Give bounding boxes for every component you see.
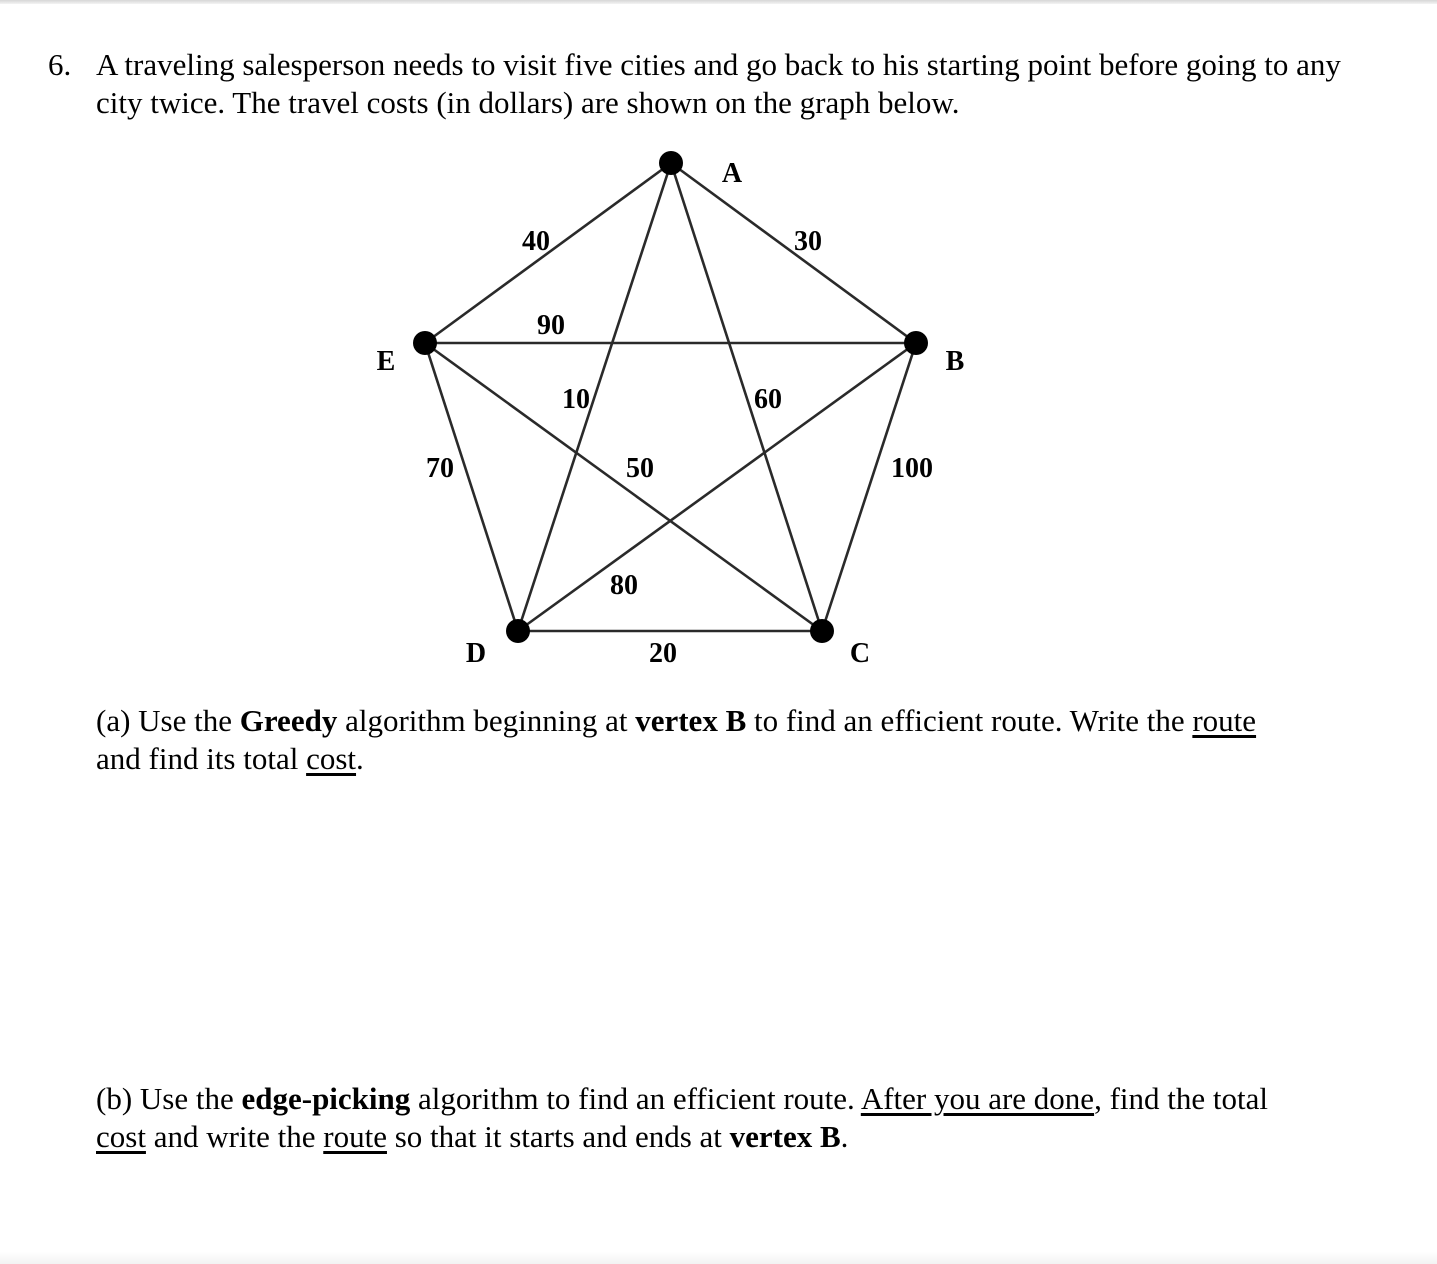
vertex-b — [904, 331, 928, 355]
edge-cost-b-c: 100 — [891, 453, 933, 484]
edge-cost-e-d: 70 — [426, 453, 454, 484]
question-text: A traveling salesperson needs to visit five cities and go back to his starting point before going to any city twice. The travel costs (in dollars) are shown on the graph below. — [96, 47, 1341, 120]
edge-cost-e-c: 50 — [626, 453, 654, 484]
edge-cost-d-c: 20 — [649, 638, 677, 669]
edge-e-d — [425, 343, 518, 631]
edge-cost-a-b: 30 — [794, 226, 822, 257]
vertex-label-d: D — [465, 638, 487, 669]
graph-vertex-labels — [377, 158, 965, 669]
part-a-text-3: to find an efficient route. Write the — [746, 703, 1193, 738]
edge-cost-a-d: 10 — [562, 384, 590, 415]
part-b-text-4: and write the — [145, 1119, 324, 1154]
edge-cost-b-d: 80 — [610, 570, 638, 601]
part-b-vertex-b: vertex B — [729, 1119, 841, 1154]
part-b-after-done: After you are done — [860, 1081, 1095, 1116]
part-a-vertex-b: vertex B — [635, 703, 747, 738]
vertex-label-c: C — [849, 638, 871, 669]
part-b-edge-picking: edge-picking — [241, 1081, 411, 1116]
part-a-cost: cost — [306, 741, 357, 776]
bottom-divider — [0, 1252, 1437, 1264]
part-b-text-1: (b) Use the — [96, 1081, 242, 1116]
vertex-label-e: E — [376, 346, 396, 377]
part-b-text-2: algorithm to find an efficient route. — [410, 1081, 861, 1116]
edge-cost-a-e: 40 — [522, 226, 550, 257]
part-a-route: route — [1192, 703, 1257, 738]
edge-b-c — [822, 343, 916, 631]
vertex-e — [413, 331, 437, 355]
graph-edges — [425, 163, 916, 631]
part-b-cost: cost — [96, 1119, 146, 1154]
part-b-route: route — [323, 1119, 387, 1154]
part-a-text-5: . — [356, 741, 364, 776]
part-b — [96, 1080, 1296, 1156]
part-a-text-4: and find its total — [96, 741, 307, 776]
part-b-text-6: . — [840, 1119, 849, 1154]
part-a-text-1: (a) Use the — [96, 703, 240, 738]
part-b-text-3: , find the total — [1094, 1081, 1268, 1116]
part-a-text-2: algorithm beginning at — [337, 703, 636, 738]
vertex-a — [659, 151, 683, 175]
vertex-label-a: A — [721, 158, 743, 189]
vertex-label-b: B — [945, 346, 965, 377]
part-a — [96, 702, 1296, 778]
question-number: 6. — [48, 47, 72, 82]
part-a-greedy: Greedy — [239, 703, 338, 738]
vertex-d — [506, 619, 530, 643]
graph-edge-labels — [426, 226, 933, 669]
graph-vertices — [413, 151, 928, 643]
edge-cost-e-b: 90 — [537, 310, 565, 341]
edge-cost-a-c: 60 — [754, 384, 782, 415]
vertex-c — [810, 619, 834, 643]
part-b-text-5: so that it starts and ends at — [386, 1119, 730, 1154]
